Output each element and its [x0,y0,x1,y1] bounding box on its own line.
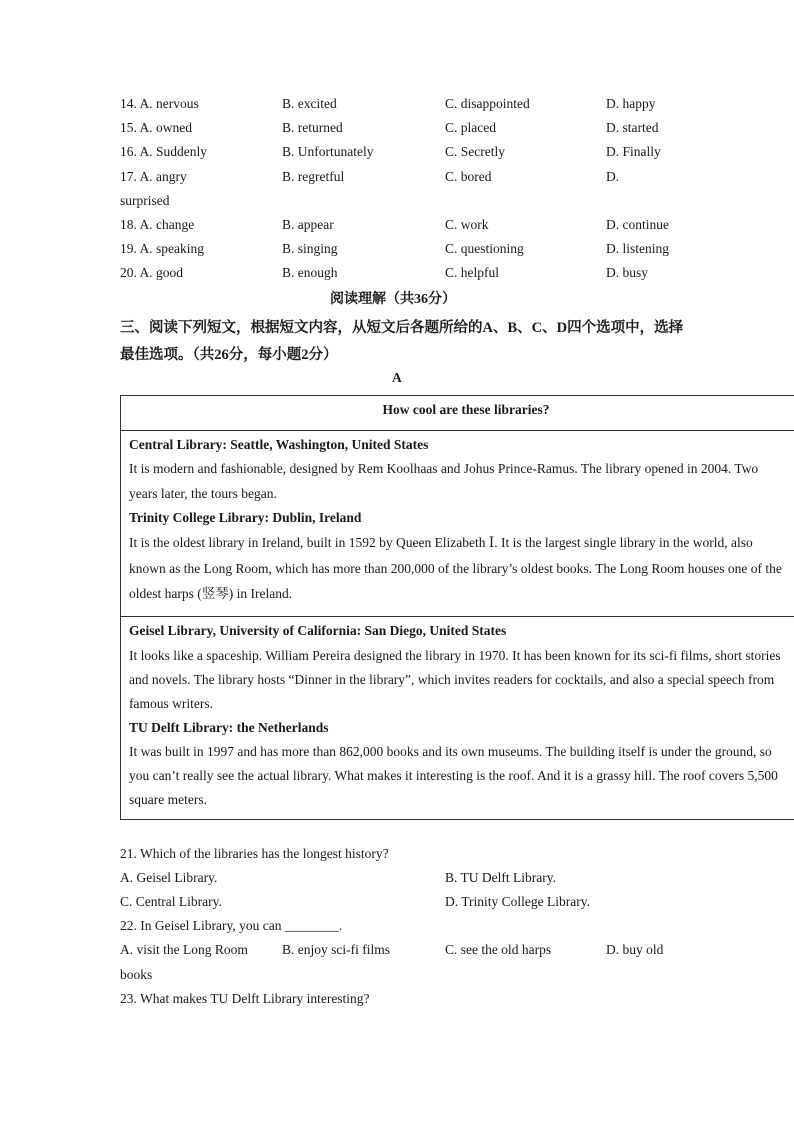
option-row-19 [120,237,794,261]
option-b: B. TU Delft Library. [445,870,556,885]
section-title: 阅读理解（共36分） [330,292,456,307]
option-a: 15. A. owned [120,120,192,135]
option-c: C. Secretly [445,144,505,159]
passage-label: A [392,370,402,385]
option-c: C. work [445,217,489,232]
library-table [120,395,794,820]
option-d: D. happy [606,96,656,111]
option-a: A. Geisel Library. [120,870,218,885]
option-d: D. Finally [606,144,661,159]
option-b: B. Unfortunately [282,144,374,159]
instructions-line-2: 最佳选项。（共26分，每小题2分） [120,347,338,363]
option-c: C. disappointed [445,96,530,111]
central-library-title: Central Library: Seattle, Washington, United States [129,437,429,452]
option-b: B. enjoy sci-fi films [282,942,390,957]
table-divider [121,430,794,431]
question-22-stem: 22. In Geisel Library, you can ________. [120,918,343,933]
option-c: C. see the old harps [445,942,552,957]
option-a: A. visit the Long Room [120,942,248,957]
option-row-14 [120,92,794,116]
instructions-line-1: 三、阅读下列短文，根据短文内容，从短文后各题所给的A、B、C、D四个选项中，选择 [120,320,684,336]
option-d: D. Trinity College Library. [445,894,590,909]
option-b: B. enough [282,265,338,280]
option-c: C. placed [445,120,496,135]
table-divider [121,616,794,617]
trinity-library-text: It is the oldest library in Ireland, built in 1592 by Queen Elizabeth Ⅰ. It is the largest single library in the world, also [129,535,753,550]
option-row-18 [120,213,794,237]
option-row-20 [120,261,794,285]
option-a: 16. A. Suddenly [120,144,208,159]
option-c: C. questioning [445,241,524,256]
delft-library-title: TU Delft Library: the Netherlands [129,720,329,735]
table-title: How cool are these libraries? [382,402,550,417]
option-17-continuation: surprised [120,193,170,208]
trinity-library-text: known as the Long Room, which has more than 200,000 of the library’s oldest books. The Long Room houses one of the [129,561,782,576]
option-d: D. [606,169,620,184]
question-22-options-row [120,938,794,962]
option-b: B. regretful [282,169,345,184]
option-row-17 [120,165,794,189]
option-b: B. appear [282,217,334,232]
question-21-options-row-1 [120,866,794,890]
geisel-library-title: Geisel Library, University of California: San Diego, United States [129,623,507,638]
trinity-library-text: oldest harps (竖琴) in Ireland. [129,586,293,601]
option-d: D. busy [606,265,649,280]
option-d: D. buy old [606,942,664,957]
geisel-library-text: and novels. The library hosts “Dinner in the library”, which invites readers for cocktails, and also a special speech from [129,672,775,687]
option-d: D. listening [606,241,669,256]
trinity-library-title: Trinity College Library: Dublin, Ireland [129,510,362,525]
question-22-option-d-continuation: books [120,967,153,982]
option-b: B. singing [282,241,338,256]
question-23-stem: 23. What makes TU Delft Library interesting? [120,991,370,1006]
geisel-library-text: famous writers. [129,696,213,711]
option-b: B. returned [282,120,343,135]
delft-library-text: square meters. [129,792,207,807]
option-row-15 [120,116,794,140]
geisel-library-text: It looks like a spaceship. William Pereira designed the library in 1970. It has been known for its sci-fi films, short stories [129,648,781,663]
central-library-text: It is modern and fashionable, designed by Rem Koolhaas and Johus Prince-Ramus. The library opened in 2004. Two [129,461,759,476]
delft-library-text: you can’t really see the actual library. What makes it interesting is the roof. And it is a grassy hill. The roof covers 5,500 [129,768,778,783]
option-d: D. started [606,120,659,135]
option-c: C. helpful [445,265,499,280]
option-b: B. excited [282,96,337,111]
delft-library-text: It was built in 1997 and has more than 862,000 books and its own museums. The building itself is under the ground, so [129,744,772,759]
option-d: D. continue [606,217,669,232]
option-a: 20. A. good [120,265,184,280]
option-row-16 [120,140,794,164]
option-c: C. bored [445,169,492,184]
option-a: 14. A. nervous [120,96,199,111]
option-a: 18. A. change [120,217,195,232]
option-a: 17. A. angry [120,169,187,184]
question-21-stem: 21. Which of the libraries has the longest history? [120,846,389,861]
question-21-options-row-2 [120,890,794,914]
option-c: C. Central Library. [120,894,222,909]
option-a: 19. A. speaking [120,241,204,256]
central-library-text: years later, the tours began. [129,486,277,501]
